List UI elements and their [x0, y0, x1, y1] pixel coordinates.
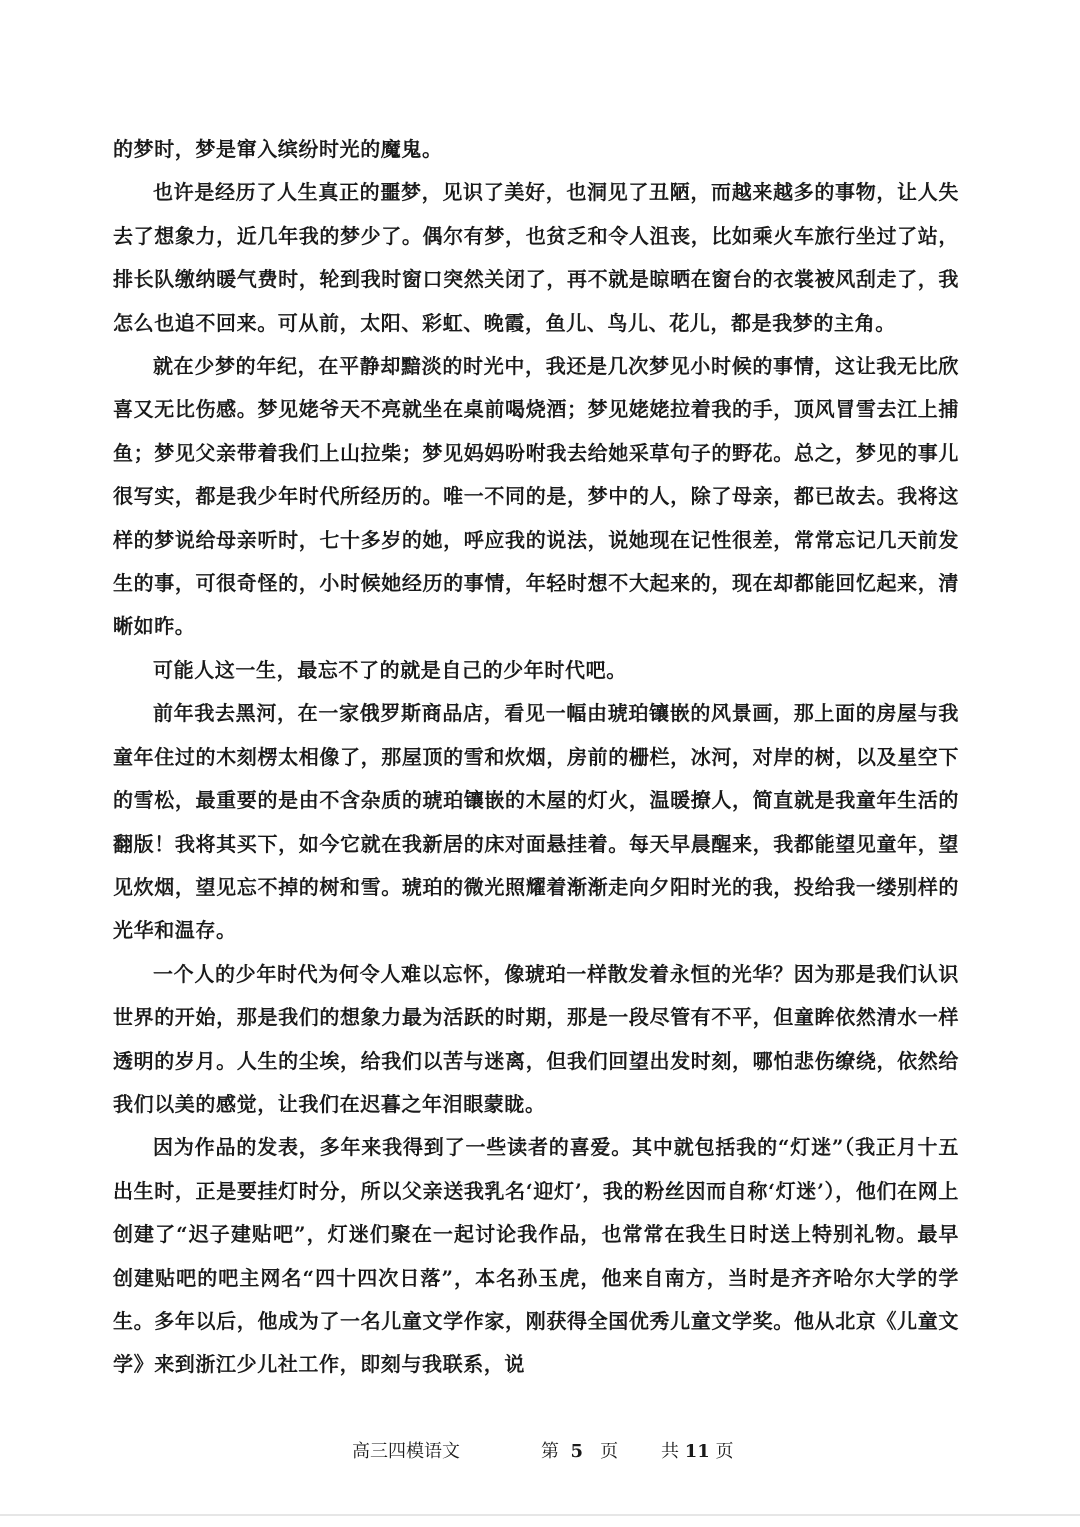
footer-total-suffix: 页 — [715, 1441, 734, 1462]
paragraph-2: 也许是经历了人生真正的噩梦，见识了美好，也洞见了丑陋，而越来越多的事物，让人失去了想象力，近几年我的梦少了。偶尔有梦，也贫乏和令人沮丧，比如乘火车旅行坐过了站，排长队缴纳暖气费时，轮到我时窗口突然关闭了，再不就是晾晒在窗台的衣裳被风刮走了，我怎么也追不回来。可从前，太阳、彩虹、晚霞，鱼儿、鸟儿、花儿，都是我梦的主角。 — [113, 180, 959, 335]
page-bottom-edge — [0, 1514, 1080, 1516]
footer-doc-title: 高三四模语文 — [352, 1441, 460, 1462]
paragraph-4: 可能人这一生，最忘不了的就是自己的少年时代吧。 — [153, 657, 627, 682]
paragraph-5: 前年我去黑河，在一家俄罗斯商品店，看见一幅由琥珀镶嵌的风景画，那上面的房屋与我童年住过的木刻楞太相像了，那屋顶的雪和炊烟，房前的栅栏，冰河，对岸的树，以及星空下的雪松，最重要的是由不含杂质的琥珀镶嵌的木屋的灯火，温暖撩人，简直就是我童年生活的翻版！我将其买下，如今它就在我新居的床对面悬挂着。每天早晨醒来，我都能望见童年，望见炊烟，望见忘不掉的树和雪。琥珀的微光照耀着渐渐走向夕阳时光的我，投给我一缕别样的光华和温存。 — [113, 701, 959, 943]
paragraph-3: 就在少梦的年纪，在平静却黯淡的时光中，我还是几次梦见小时候的事情，这让我无比欣喜又无比伤感。梦见姥爷天不亮就坐在桌前喝烧酒；梦见姥姥拉着我的手，顶风冒雪去江上捕鱼；梦见父亲带着我们上山拉柴；梦见妈妈吩咐我去给她采草句子的野花。总之，梦见的事儿很写实，都是我少年时代所经历的。唯一不同的是，梦中的人，除了母亲，都已故去。我将这样的梦说给母亲听时，七十多岁的她，呼应我的说法，说她现在记性很差，常常忘记几天前发生的事，可很奇怪的，小时候她经历的事情，年轻时想不大起来的，现在却都能回忆起来，清晰如昨。 — [113, 354, 959, 639]
page-footer — [0, 1437, 1080, 1467]
footer-page-suffix: 页 — [600, 1441, 619, 1462]
footer-page-number — [541, 1437, 618, 1463]
footer-page-value: 5 — [570, 1441, 583, 1462]
footer-total-pages — [661, 1437, 734, 1463]
article-body — [113, 128, 959, 1387]
footer-page-prefix: 第 — [541, 1441, 559, 1462]
paragraph-1: 的梦时，梦是窜入缤纷时光的魔鬼。 — [113, 137, 443, 161]
footer-total-prefix: 共 — [661, 1441, 679, 1462]
paragraph-7: 因为作品的发表，多年来我得到了一些读者的喜爱。其中就包括我的“灯迷”（我正月十五出生时，正是要挂灯时分，所以父亲送我乳名‘迎灯’，我的粉丝因而自称‘灯迷’），他们在网上创建了“迟子建贴吧”，灯迷们聚在一起讨论我作品，也常常在我生日时送上特别礼物。最早创建贴吧的吧主网名“四十四次日落”，本名孙玉虎，他来自南方，当时是齐齐哈尔大学的学生。多年以后，他成为了一名儿童文学作家，刚获得全国优秀儿童文学奖。他从北京《儿童文学》来到浙江少儿社工作，即刻与我联系，说 — [113, 1135, 959, 1377]
footer-total-value: 11 — [684, 1441, 710, 1462]
paragraph-6: 一个人的少年时代为何令人难以忘怀，像琥珀一样散发着永恒的光华？因为那是我们认识世界的开始，那是我们的想象力最为活跃的时期，那是一段尽管有不平，但童眸依然清水一样透明的岁月。人生的尘埃，给我们以苦与迷离，但我们回望出发时刻，哪怕悲伤缭绕，依然给我们以美的感觉，让我们在迟暮之年泪眼蒙眬。 — [113, 961, 959, 1116]
